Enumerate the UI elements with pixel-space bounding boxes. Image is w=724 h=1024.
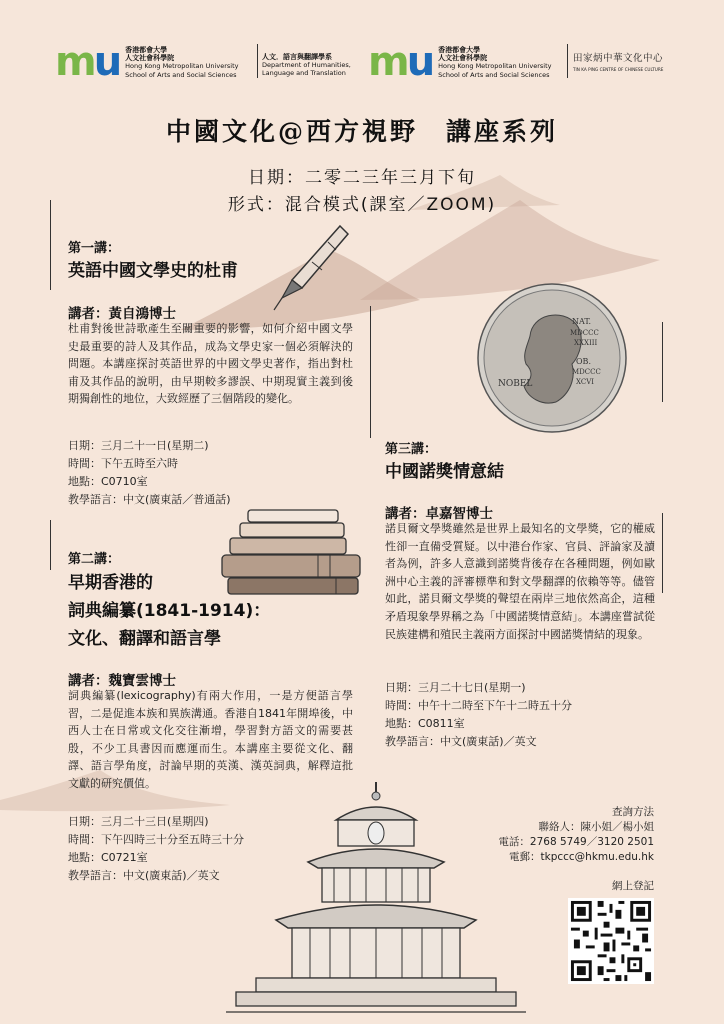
date-line: 日期：二零二三年三月下旬	[248, 168, 476, 188]
medal-ob: OB.	[576, 357, 591, 366]
lecture1-description: 杜甫對後世詩歌產生至關重要的影響，如何介紹中國文學史最重要的詩人及其作品，成為文學史家一個必須解決的問題。本講座探討英語世界的中國文學史著作，指出對杜甫及其作品的說明，由早期較多謬誤、中期現實主義到後期獨創性的地位，大致經歷了三個階段的變化。	[68, 322, 353, 406]
fountain-pen-icon	[268, 218, 358, 318]
lecture2-description: 詞典編纂(lexicography)有兩大作用，一是方便語言學習，二是促進本族和異族溝通。香港自1841年開埠後，中西人士在日常或文化交往漸增，學習對方語文的需要甚殷，不少工具書因而應運而生。本講座主要從文化、翻譯、語言學角度，討論早期的英漢、漢英詞典，解釋這批文獻的研究價值。	[68, 689, 353, 790]
temple-of-heaven-icon	[226, 780, 526, 1020]
lecture1-language: 教學語言：中文(廣東話／普通話)	[68, 493, 231, 506]
lecture2-date: 日期：三月二十三日(星期四)	[68, 815, 209, 828]
format-line: 形式：混合模式(課室／ZOOM)	[227, 195, 497, 215]
logo2-zh-university: 香港都會大學	[438, 46, 481, 54]
lecture1-speaker: 講者：黃自鴻博士	[68, 306, 176, 322]
logo1-en-school: School of Arts and Social Sciences	[125, 70, 237, 79]
contact-phone: 電話：2768 5749／3120 2501	[498, 836, 654, 848]
medal-nat: NAT.	[572, 317, 592, 326]
lecture1-time: 時間：下午五時至六時	[68, 457, 178, 470]
hkmu-logo-1	[55, 39, 239, 85]
lecture3-time: 時間：中午十二時至下午十二時五十分	[385, 699, 572, 712]
lecture2-title-line3: 文化、翻譯和語言學	[68, 629, 221, 649]
lecture2-title-line2: 詞典編纂(1841-1914)：	[68, 601, 271, 621]
medal-birth-2: XXXIII	[574, 339, 598, 347]
lecture3-venue: 地點：C0811室	[385, 717, 465, 730]
column-line-left-mid	[50, 520, 51, 570]
lecture2-title-line1: 早期香港的	[68, 573, 153, 593]
mu-logo-mark: mu	[55, 39, 120, 85]
lecture3-title: 中國諾獎情意結	[385, 462, 504, 482]
lecture3-number: 第三講：	[385, 442, 438, 457]
logo2-zh-school: 人文社會科學院	[438, 54, 488, 63]
column-line-center	[370, 306, 371, 438]
contact-heading: 查詢方法	[612, 806, 654, 818]
column-line-right-mid	[662, 513, 663, 593]
lecture1-venue: 地點：C0710室	[68, 475, 148, 488]
lecture1-title: 英語中國文學史的杜甫	[68, 261, 238, 281]
dept-zh: 人文．語言與翻譯學系	[262, 53, 332, 61]
lecture3-description: 諾貝爾文學獎雖然是世界上最知名的文學獎，它的權威性卻一直備受質疑。以中港台作家、官員、評論家及讀者為例，許多人意識到諾獎背後存在各種問題，例如歐洲中心主義的評審標準和對文學翻譯的依賴等等。儘管如此，諾貝爾文學獎的聲望在兩岸三地依然高企，這種矛盾現象學界稱之為「中國諾獎情意結」。本講座嘗試從民族建構和殖民主義兩方面探討中國諾獎情結的現象。	[385, 522, 655, 641]
logo1-zh-university: 香港都會大學	[125, 46, 168, 54]
logo1-en-university: Hong Kong Metropolitan University	[125, 62, 239, 71]
column-line-left-top	[50, 200, 51, 290]
centre-zh: 田家炳中華文化中心	[573, 53, 664, 64]
centre-logo	[573, 50, 663, 72]
lecture2-number: 第二講：	[68, 552, 121, 567]
lecture3-language: 教學語言：中文(廣東話)／英文	[385, 735, 537, 748]
registration-qr-code[interactable]	[568, 898, 654, 984]
registration-label: 網上登記	[612, 880, 654, 892]
page-title: 中國文化@西方視野 講座系列	[165, 117, 558, 146]
lecture2-language: 教學語言：中文(廣東話)／英文	[68, 869, 220, 882]
dept-logo	[262, 53, 351, 78]
header-divider-2	[567, 44, 568, 78]
logo1-zh-school: 人文社會科學院	[125, 54, 175, 63]
header-divider-1	[257, 44, 258, 78]
dept-en-1: Department of Humanities,	[262, 61, 351, 70]
lecture2-venue: 地點：C0721室	[68, 851, 148, 864]
lecture1-date: 日期：三月二十一日(星期二)	[68, 439, 209, 452]
stacked-books-icon	[218, 508, 368, 598]
nobel-medal-icon	[472, 278, 632, 438]
lecture3-date: 日期：三月二十七日(星期一)	[385, 681, 526, 694]
medal-birth-1: MDCCC	[570, 329, 599, 337]
logo2-en-university: Hong Kong Metropolitan University	[438, 62, 552, 71]
hkmu-logo-2	[368, 39, 552, 85]
lecture2-time: 時間：下午四時三十分至五時三十分	[68, 833, 244, 846]
medal-death-2: XCVI	[576, 378, 595, 386]
medal-death-1: MDCCC	[572, 368, 601, 376]
mu-logo-mark: mu	[368, 39, 433, 85]
logo2-en-school: School of Arts and Social Sciences	[438, 70, 550, 79]
medal-name: NOBEL	[498, 379, 533, 389]
contact-email[interactable]: 電郵：tkpccc@hkmu.edu.hk	[509, 851, 654, 863]
lecture1-number: 第一講：	[68, 241, 121, 256]
lecture2-speaker: 講者：魏寶雲博士	[68, 673, 176, 689]
column-line-right-top	[662, 322, 663, 402]
contact-block	[498, 805, 654, 865]
dept-en-2: Language and Translation	[262, 69, 346, 78]
lecture3-speaker: 講者：卓嘉智博士	[385, 506, 493, 522]
centre-en: TIN KA PING CENTRE OF CHINESE CULTURE	[573, 67, 664, 72]
contact-person: 聯絡人：陳小姐／楊小姐	[538, 821, 654, 833]
